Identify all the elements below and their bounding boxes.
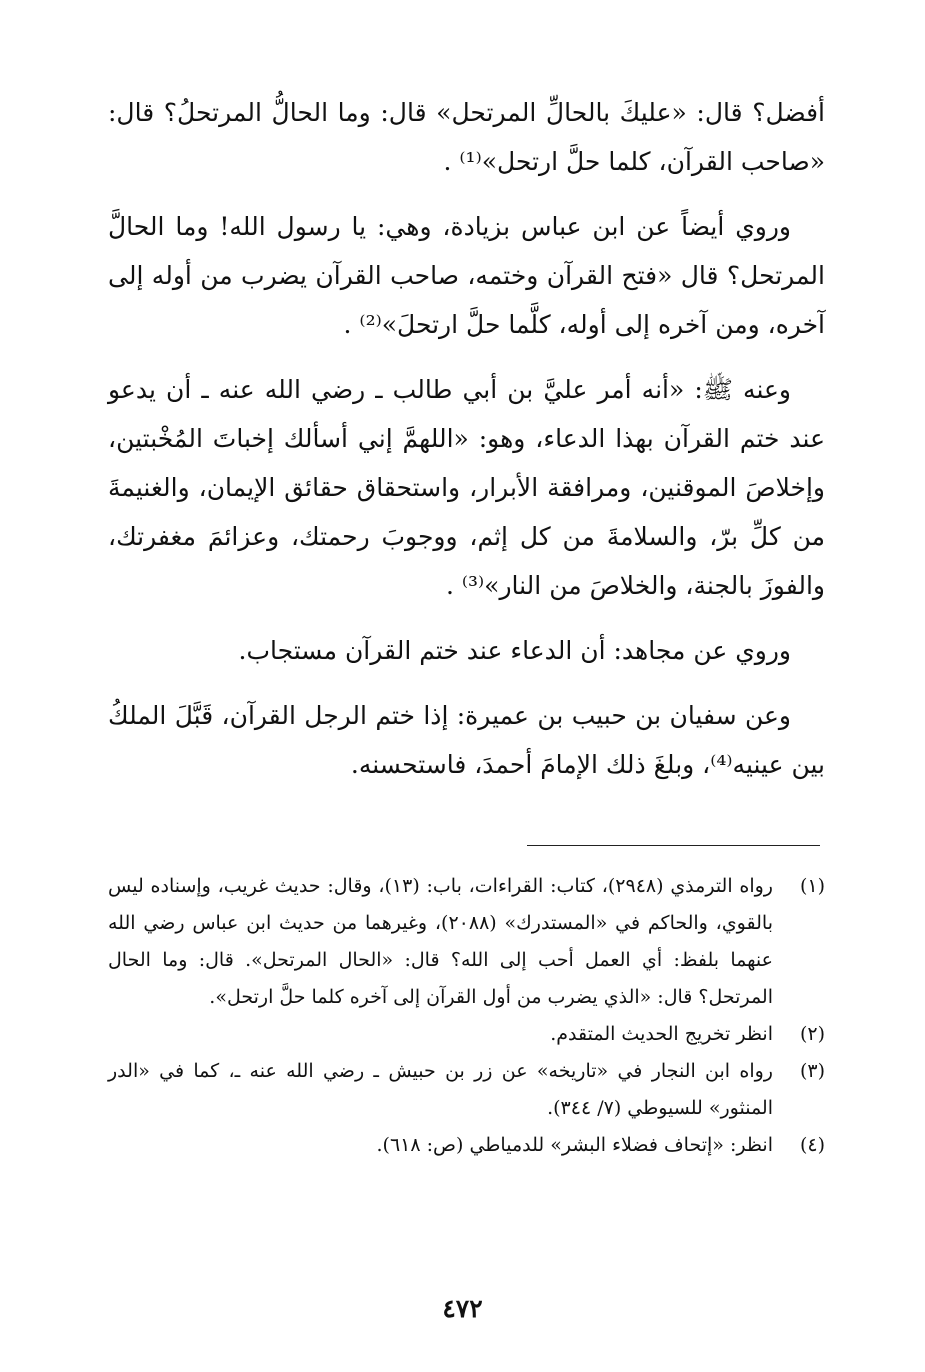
page-number: ٤٧٢ bbox=[442, 1294, 483, 1323]
footnote-4 bbox=[108, 1127, 825, 1164]
footnote-number: (٣) bbox=[799, 1060, 825, 1082]
footnote-number: (١) bbox=[799, 875, 825, 897]
paragraph-2: وروي أيضاً عن ابن عباس بزيادة، وهي: يا رسول الله! وما الحالَّ المرتحل؟ قال «فتح القرآن وختمه، صاحب القرآن يضرب من أوله إلى آخره، ومن آخره إلى أوله، كلَّما حلَّ ارتحلَ»⁽²⁾ . bbox=[108, 212, 825, 339]
footnote-text: رواه الترمذي (٢٩٤٨)، كتاب: القراءات، باب: (١٣)، وقال: حديث غريب، وإسناده ليس بالقوي، والحاكم في «المستدرك» (٢٠٨٨)، وغيرهما من حديث ابن عباس رضي الله عنهما بلفظ: أي العمل أحب إلى الله؟ قال: «الحال المرتحل». قال: وما الحال المرتحل؟ قال: «الذي يضرب من أول القرآن إلى آخره كلما حلَّ ارتحل». bbox=[108, 875, 773, 1008]
paragraph-1: أفضل؟ قال: «عليكَ بالحالِّ المرتحل» قال: وما الحالُّ المرتحلُ؟ قال: «صاحب القرآن، كلما حلَّ ارتحل»⁽¹⁾ . bbox=[108, 98, 825, 176]
footnote-separator bbox=[527, 845, 820, 846]
footnote-2 bbox=[108, 1016, 825, 1053]
footnote-3 bbox=[108, 1053, 825, 1127]
footnote-number: (٢) bbox=[799, 1023, 825, 1045]
footnote-text: انظر: «إتحاف فضلاء البشر» للدمياطي (ص: ٦١٨). bbox=[376, 1134, 773, 1156]
footnote-text: رواه ابن النجار في «تاريخه» عن زر بن حبيش ـ رضي الله عنه ـ، كما في «الدر المنثور» للسيوطي (٧/ ٣٤٤). bbox=[108, 1060, 773, 1119]
footnotes bbox=[108, 868, 825, 1164]
main-text bbox=[108, 88, 825, 805]
footnote-1 bbox=[108, 868, 825, 1016]
footnote-number: (٤) bbox=[799, 1134, 825, 1156]
paragraph-3: وعنه ﷺ: «أنه أمر عليَّ بن أبي طالب ـ رضي الله عنه ـ أن يدعو عند ختم القرآن بهذا الدعاء، وهو: «اللهمَّ إني أسألك إخباتَ المُخْبتين، وإخلاصَ الموقنين، ومرافقة الأبرار، واستحقاق حقائق الإيمان، والغنيمةَ من كلِّ برّ، والسلامةَ من كل إثم، ووجوبَ رحمتك، وعزائمَ مغفرتك، والفوزَ بالجنة، والخلاصَ من النار»⁽³⁾ . bbox=[108, 375, 825, 600]
paragraph-4: وروي عن مجاهد: أن الدعاء عند ختم القرآن مستجاب. bbox=[238, 636, 791, 665]
paragraph-5: وعن سفيان بن حبيب بن عميرة: إذا ختم الرجل القرآن، قَبَّلَ الملكُ بين عينيه⁽⁴⁾، وبلغَ ذلك الإمامَ أحمدَ، فاستحسنه. bbox=[108, 701, 825, 779]
footnote-text: انظر تخريج الحديث المتقدم. bbox=[550, 1023, 773, 1045]
